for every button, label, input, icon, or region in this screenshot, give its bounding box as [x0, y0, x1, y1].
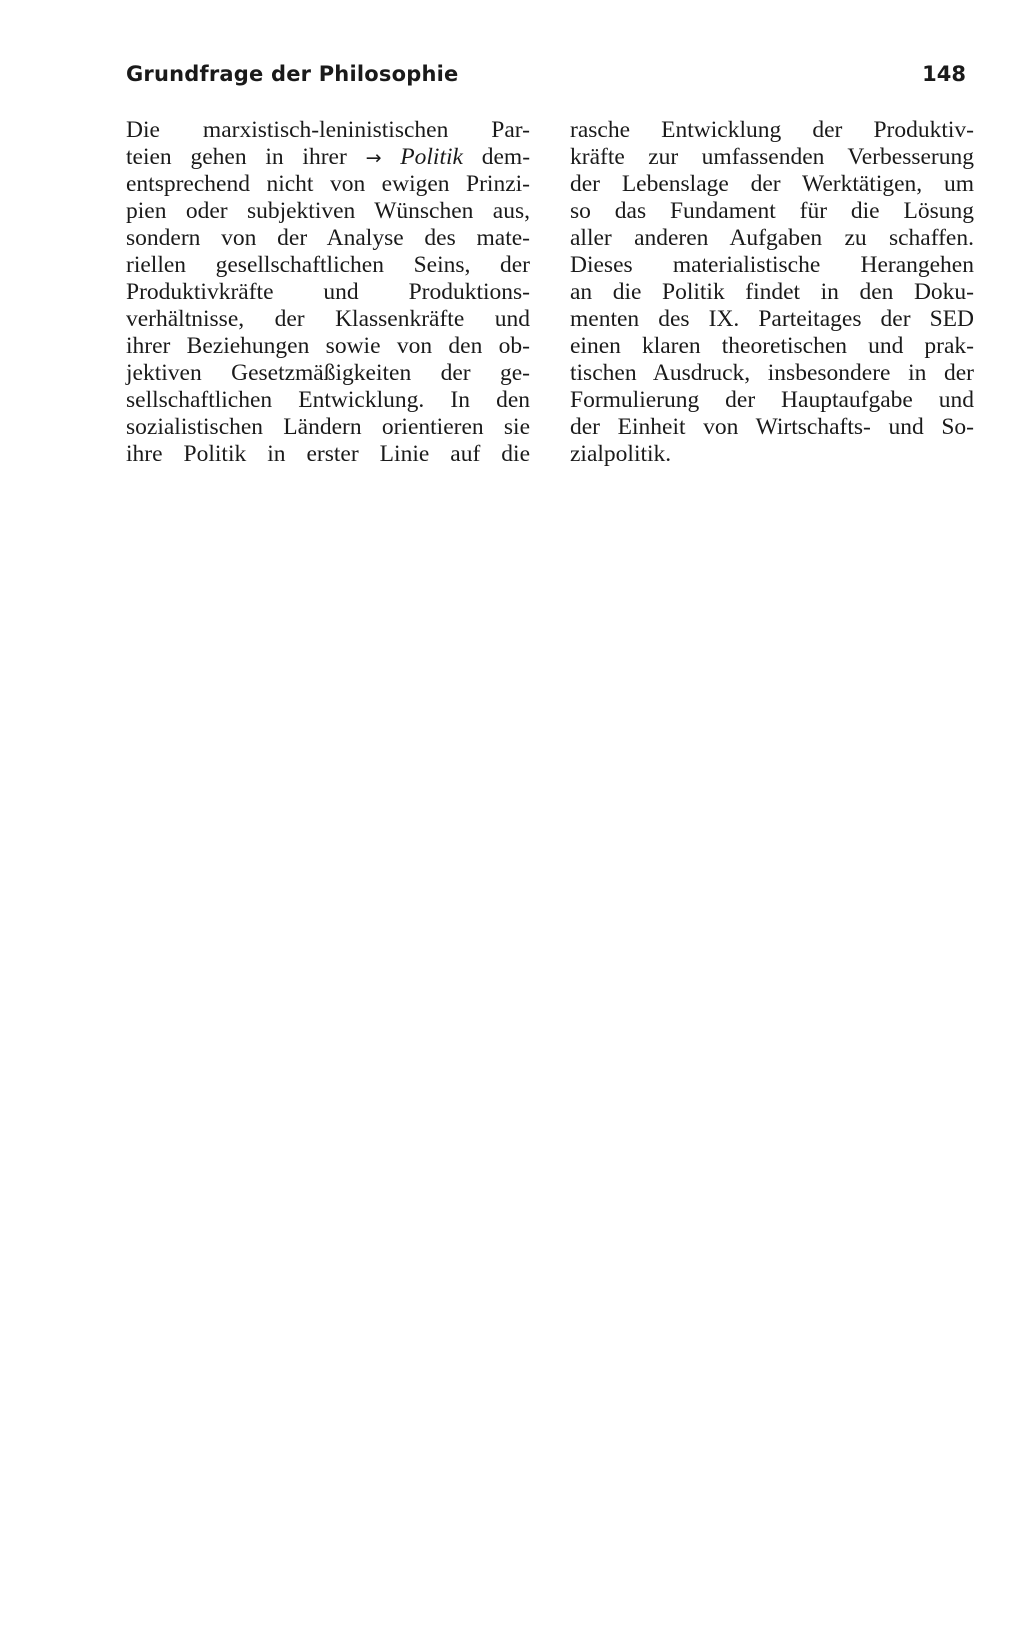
text-line: der Lebenslage der Werktätigen, um	[570, 171, 974, 197]
text-line: entsprechend nicht von ewigen Prinzi-	[126, 171, 530, 197]
text-line: Formulierung der Hauptaufgabe und	[570, 387, 974, 413]
text-line: verhältnisse, der Klassenkräfte und	[126, 306, 530, 332]
text-line: sondern von der Analyse des mate-	[126, 225, 530, 251]
text-line: an die Politik findet in den Doku-	[570, 279, 974, 305]
text-line: ihrer Beziehungen sowie von den ob-	[126, 333, 530, 359]
text-line: sozialistischen Ländern orientieren sie	[126, 414, 530, 440]
text-line: menten des IX. Parteitages der SED	[570, 306, 974, 332]
text-line: Dieses materialistische Herangehen	[570, 252, 974, 278]
text-line: sellschaftlichen Entwicklung. In den	[126, 387, 530, 413]
crossref-link[interactable]: Politik	[400, 144, 463, 170]
text-line: tischen Ausdruck, insbesondere in der	[570, 360, 974, 386]
text-line: zialpolitik.	[570, 441, 672, 467]
page-number: 148	[922, 62, 966, 86]
text-line: Die marxistisch-leninistischen Par-	[126, 117, 530, 143]
text-line: ihre Politik in erster Linie auf die	[126, 441, 530, 467]
text-line: pien oder subjektiven Wünschen aus,	[126, 198, 530, 224]
running-title: Grundfrage der Philosophie	[126, 62, 459, 86]
crossref-arrow-icon: →	[365, 147, 382, 169]
text-line: kräfte zur umfassenden Verbesserung	[570, 144, 974, 170]
right-text-column	[570, 117, 974, 468]
text-line: jektiven Gesetzmäßigkeiten der ge-	[126, 360, 530, 386]
text-line-with-crossref	[126, 144, 530, 171]
text-line: aller anderen Aufgaben zu schaffen.	[570, 225, 974, 251]
text-line: einen klaren theoretischen und prak-	[570, 333, 974, 359]
text-line: riellen gesellschaftlichen Seins, der	[126, 252, 530, 278]
text-line: Produktivkräfte und Produktions-	[126, 279, 530, 305]
text-fragment: dem-	[481, 144, 531, 170]
text-line: der Einheit von Wirtschafts- und So-	[570, 414, 974, 440]
text-fragment: teien gehen in ihrer	[126, 144, 347, 170]
left-text-column	[126, 117, 530, 468]
text-line: so das Fundament für die Lösung	[570, 198, 974, 224]
text-line: rasche Entwicklung der Produktiv-	[570, 117, 974, 143]
